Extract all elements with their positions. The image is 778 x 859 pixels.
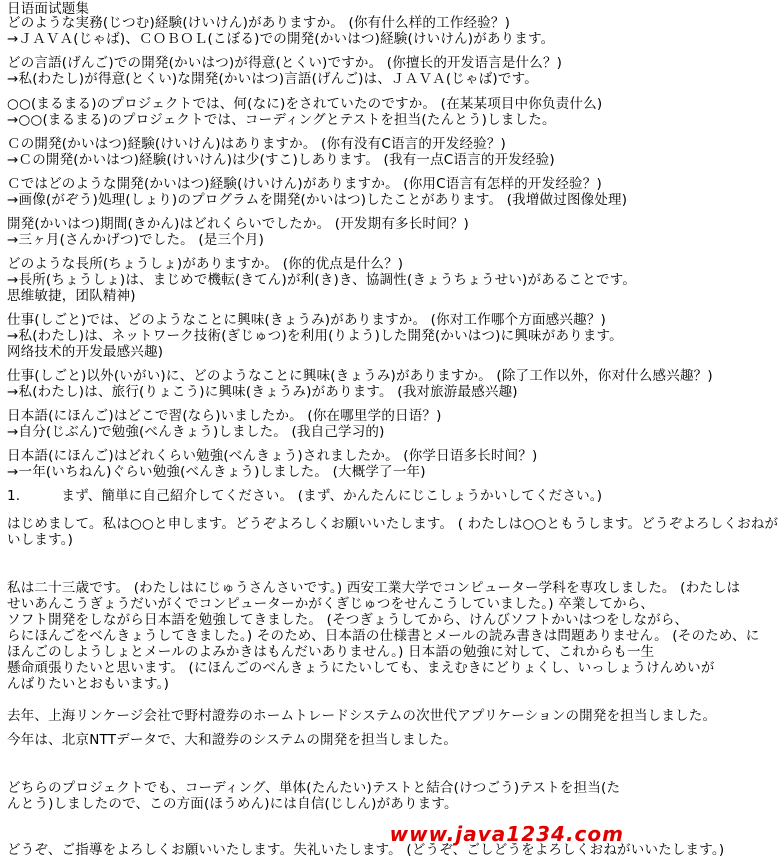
answer-line: →一年(いちねん)ぐらい勉強(べんきょう)しました。 (大概学了一年) [7, 464, 426, 480]
question-line: 開発(かいはつ)期間(きかん)はどれくらいでしたか。 (开发期有多长时间？) [7, 216, 469, 232]
paragraph-line: せいあんこうぎょうだいがくでコンピューターかがくぎじゅつをせんこうしていました。) 卒業してから、 [7, 596, 655, 612]
document-title: 日语面试题集 [7, 1, 90, 17]
question-line: ○○(まるまる)のプロジェクトでは、何(なに)をされていたのですか。 (在某某项目中你负责什么) [7, 96, 603, 112]
question-line: どのような長所(ちょうしょ)がありますか。 (你的优点是什么？) [7, 256, 404, 272]
paragraph-line: 懸命頑張りたいと思います。 (にほんごのべんきょうにたいしても、まえむきにどりょくし、いっしょうけんめいが [7, 660, 715, 676]
paragraph-line: らにほんごをべんきょうしてきました。) そのため、日本語の仕様書とメールの読み書きは問題ありません。 (そのため、に [7, 628, 760, 644]
question-line: どの言語(げんご)での開発(かいはつ)が得意(とくい)ですか。 (你擅长的开发语言是什么？) [7, 55, 563, 71]
answer-line: →私(わたし)が得意(とくい)な開発(かいはつ)言語(げんご)は、ＪＡＶＡ(じゃば)です。 [7, 71, 538, 87]
answer-line: →ＪＡＶＡ(じゃば)、ＣＯＢＯＬ(こぼる)での開発(かいはつ)経験(けいけん)があります。 [7, 31, 555, 47]
answer-line: →Ｃの開発(かいはつ)経験(けいけん)は少(すこ)しあります。 (我有一点C语言的开发经验) [7, 152, 555, 168]
answer-line-continued: 思维敏捷，团队精神) [7, 288, 136, 304]
answer-line: →私(わたし)は、旅行(りょこう)に興味(きょうみ)があります。 (我对旅游最感兴趣) [7, 384, 518, 400]
answer-line: →○○(まるまる)のプロジェクトでは、コーディングとテストを担当(たんとう)しました。 [7, 112, 556, 128]
paragraph-line: んとう)しましたので、この方面(ほうめん)には自信(じしん)があります。 [7, 796, 458, 812]
watermark: www.java1234.com [389, 822, 624, 846]
paragraph-line: ほんごのしようしょとメールのよみかきはもんだいありません。) 日本語の勉強に対して、これからも一生 [7, 644, 655, 660]
paragraph-line: はじめまして。私は○○と申します。どうぞよろしくお願いいたします。 ( わたしは○○ともうします。どうぞよろしくおねが [7, 516, 778, 532]
question-line: 仕事(しごと)では、どのようなことに興味(きょうみ)がありますか。 (你对工作哪个方面感兴趣？) [7, 312, 606, 328]
paragraph-line: 去年、上海リンケージ会社で野村證券のホームトレードシステムの次世代アプリケーションの開発を担当しました。 [7, 708, 717, 724]
paragraph-line: 今年は、北京NTTデータで、大和證券のシステムの開発を担当しました。 [7, 732, 458, 748]
answer-line-continued: 网络技术的开发最感兴趣) [7, 344, 164, 360]
question-line: どのような実務(じつむ)経験(けいけん)がありますか。 (你有什么样的工作经验？) [7, 15, 511, 31]
paragraph-line: ソフト開発をしながら日本語を勉強してきました。 (そつぎょうしてから、けんびソフトかいはつをしながら、 [7, 612, 689, 628]
question-line: Ｃの開発(かいはつ)経験(けいけん)はありますか。 (你有没有C语言的开发经验？) [7, 136, 507, 152]
answer-line: →画像(がぞう)処理(しょり)のプログラムを開発(かいはつ)したことがあります。 (我增做过图像处理) [7, 192, 628, 208]
question-line: 日本語(にほんご)はどこで習(なら)いましたか。 (你在哪里学的日语？) [7, 408, 442, 424]
paragraph-line: いします。) [7, 532, 74, 548]
question-line: 仕事(しごと)以外(いがい)に、どのようなことに興味(きょうみ)がありますか。 (除了工作以外，你对什么感兴趣？) [7, 368, 713, 384]
question-line: 日本語(にほんご)はどれくらい勉強(べんきょう)されましたか。 (你学日语多长时间？) [7, 448, 538, 464]
paragraph-line: んばりたいとおもいます。) [7, 676, 170, 692]
answer-line: →三ヶ月(さんかげつ)でした。 (是三个月) [7, 232, 265, 248]
answer-line: →私(わたし)は、ネットワーク技術(ぎじゅつ)を利用(りよう)した開発(かいはつ)に興味があります。 [7, 328, 623, 344]
numbered-question: 1. まず、簡単に自己紹介してください。 (まず、かんたんにじこしょうかいしてください。) [7, 488, 603, 504]
question-line: Ｃではどのような開発(かいはつ)経験(けいけん)がありますか。 (你用C语言有怎样的开发经验？) [7, 176, 602, 192]
paragraph-line: どちらのプロジェクトでも、コーディング、単体(たんたい)テストと結合(けつごう)テストを担当(た [7, 780, 621, 796]
closing-line: どうぞ、ご指導をよろしくお願いいたします。失礼いたします。 (どうぞ、ごしどうをよろしくおねがいいたします。) [7, 842, 725, 858]
answer-line: →長所(ちょうしょ)は、まじめで機転(きてん)が利(き)き、協調性(きょうちょうせい)があることです。 [7, 272, 637, 288]
answer-line: →自分(じぶん)で勉強(べんきょう)しました。 (我自己学习的) [7, 424, 385, 440]
paragraph-line: 私は二十三歳です。 (わたしはにじゅうさんさいです。) 西安工業大学でコンピューター学科を専攻しました。 (わたしは [7, 580, 741, 596]
